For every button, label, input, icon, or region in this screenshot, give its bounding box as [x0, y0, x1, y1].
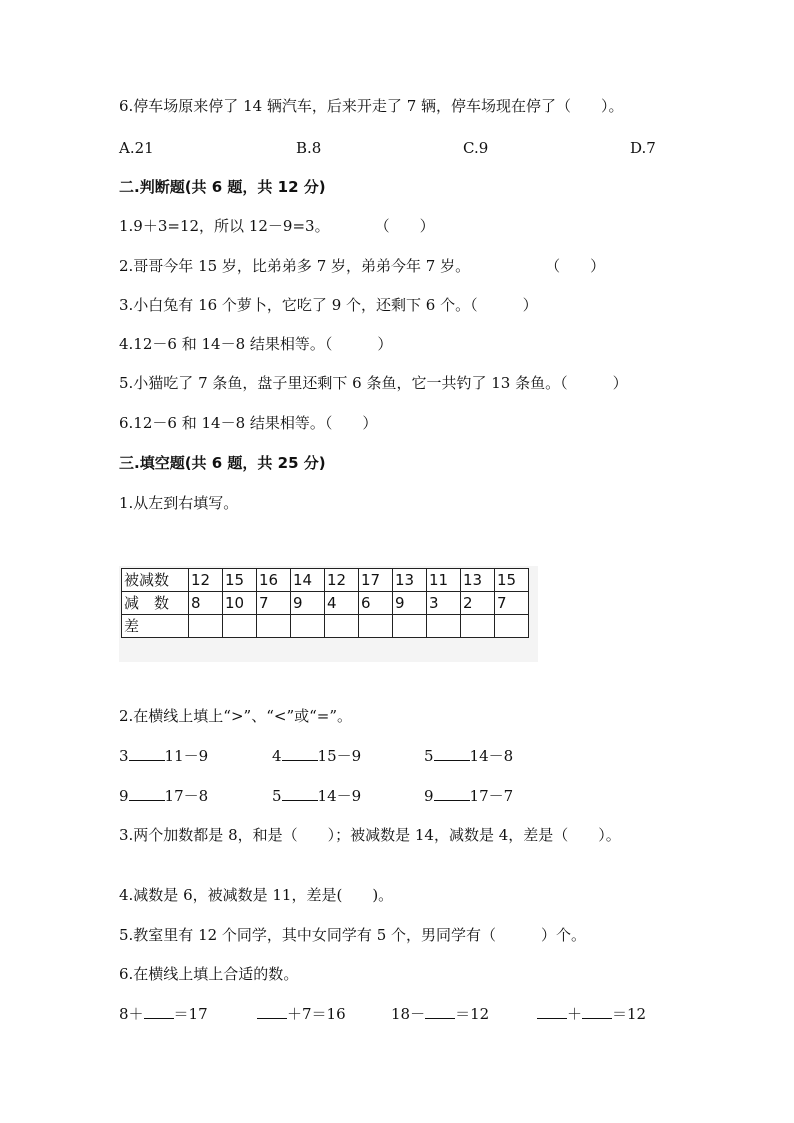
equation-part: ＋ — [567, 1005, 583, 1023]
difference-cell — [359, 615, 393, 638]
equation-part: ＝17 — [173, 1005, 208, 1023]
minuend-cell: 13 — [461, 569, 495, 592]
judge-item-5: 5.小猫吃了 7 条鱼，盘子里还剩下 6 条鱼，它一共钓了 13 条鱼。（ ） — [119, 374, 628, 392]
equation-3 — [391, 1004, 489, 1024]
equation-4 — [537, 1004, 646, 1024]
compare-left: 5 — [272, 787, 282, 805]
subtrahend-cell: 9 — [393, 592, 427, 615]
equation-part: 18－ — [391, 1005, 426, 1023]
compare-left: 5 — [424, 747, 434, 765]
compare-right: 17－8 — [164, 787, 209, 805]
compare-left: 9 — [424, 787, 434, 805]
answer-blank[interactable] — [425, 1004, 455, 1019]
subtrahend-cell: 2 — [461, 592, 495, 615]
subtrahend-cell: 4 — [325, 592, 359, 615]
minuend-cell: 14 — [291, 569, 325, 592]
answer-blank[interactable] — [582, 1004, 612, 1019]
equation-part: ＋7＝16 — [287, 1005, 346, 1023]
fill-question-5: 5.教室里有 12 个同学，其中女同学有 5 个，男同学有（ ）个。 — [119, 926, 587, 944]
fill-heading: 三.填空题(共 6 题，共 25 分) — [119, 454, 326, 472]
fill-question-3: 3.两个加数都是 8，和是（ ）；被减数是 14，减数是 4，差是（ ）。 — [119, 826, 621, 844]
minuend-cell: 15 — [223, 569, 257, 592]
compare-item — [272, 786, 361, 806]
answer-blank[interactable] — [257, 1004, 287, 1019]
answer-blank[interactable] — [434, 746, 470, 761]
judge-item-4: 4.12－6 和 14－8 结果相等。（ ） — [119, 335, 393, 353]
fill-question-6: 6.在横线上填上合适的数。 — [119, 965, 299, 983]
judge-item-1: 1.9＋3=12，所以 12－9=3。 （ ） — [119, 217, 435, 235]
difference-cell — [427, 615, 461, 638]
compare-right: 17－7 — [469, 787, 514, 805]
compare-left: 4 — [272, 747, 282, 765]
answer-blank[interactable] — [129, 786, 165, 801]
equation-2 — [257, 1004, 346, 1024]
judge-item-3: 3.小白兔有 16 个萝卜，它吃了 9 个，还剩下 6 个。（ ） — [119, 296, 538, 314]
option-b: B.8 — [296, 139, 322, 157]
fill-question-2: 2.在横线上填上“>”、“<”或“=”。 — [119, 707, 353, 725]
compare-item — [424, 746, 513, 766]
subtrahend-cell: 7 — [257, 592, 291, 615]
fill-question-4: 4.减数是 6，被减数是 11，差是( )。 — [119, 886, 394, 904]
compare-item — [424, 786, 513, 806]
subtraction-table-panel — [119, 566, 538, 662]
table-row-subtrahend — [122, 592, 529, 615]
minuend-cell: 17 — [359, 569, 393, 592]
equation-1 — [119, 1004, 208, 1024]
answer-blank[interactable] — [144, 1004, 174, 1019]
compare-right: 11－9 — [164, 747, 209, 765]
subtrahend-cell: 3 — [427, 592, 461, 615]
row-label-difference: 差 — [122, 615, 189, 638]
minuend-cell: 12 — [325, 569, 359, 592]
fill-question-1: 1.从左到右填写。 — [119, 494, 239, 512]
subtrahend-cell: 7 — [495, 592, 529, 615]
minuend-cell: 15 — [495, 569, 529, 592]
compare-left: 9 — [119, 787, 129, 805]
difference-cell — [393, 615, 427, 638]
answer-blank[interactable] — [129, 746, 165, 761]
compare-item — [119, 786, 208, 806]
row-label-subtrahend: 减 数 — [122, 592, 189, 615]
difference-cell — [325, 615, 359, 638]
minuend-cell: 12 — [189, 569, 223, 592]
subtrahend-cell: 6 — [359, 592, 393, 615]
subtrahend-cell: 8 — [189, 592, 223, 615]
minuend-cell: 13 — [393, 569, 427, 592]
compare-right: 15－9 — [317, 747, 362, 765]
difference-cell — [189, 615, 223, 638]
option-c: C.9 — [463, 139, 489, 157]
compare-right: 14－9 — [317, 787, 362, 805]
table-row-difference — [122, 615, 529, 638]
subtrahend-cell: 10 — [223, 592, 257, 615]
compare-item — [119, 746, 208, 766]
subtrahend-cell: 9 — [291, 592, 325, 615]
compare-right: 14－8 — [469, 747, 514, 765]
minuend-cell: 16 — [257, 569, 291, 592]
answer-blank[interactable] — [282, 746, 318, 761]
equation-part: ＝12 — [455, 1005, 490, 1023]
compare-item — [272, 746, 361, 766]
answer-blank[interactable] — [434, 786, 470, 801]
option-d: D.7 — [630, 139, 656, 157]
difference-cell — [291, 615, 325, 638]
difference-cell — [495, 615, 529, 638]
judge-item-2: 2.哥哥今年 15 岁，比弟弟多 7 岁，弟弟今年 7 岁。 （ ） — [119, 257, 606, 275]
equation-part: 8＋ — [119, 1005, 144, 1023]
answer-blank[interactable] — [282, 786, 318, 801]
answer-blank[interactable] — [537, 1004, 567, 1019]
table-row-minuend — [122, 569, 529, 592]
judge-heading: 二.判断题(共 6 题，共 12 分) — [119, 178, 326, 196]
difference-cell — [461, 615, 495, 638]
subtraction-table — [121, 568, 529, 638]
mc-question-6: 6.停车场原来停了 14 辆汽车，后来开走了 7 辆，停车场现在停了（ ）。 — [119, 97, 624, 115]
row-label-minuend: 被减数 — [122, 569, 189, 592]
option-a: A.21 — [119, 139, 154, 157]
difference-cell — [223, 615, 257, 638]
difference-cell — [257, 615, 291, 638]
judge-item-6: 6.12－6 和 14－8 结果相等。（ ） — [119, 414, 378, 432]
compare-left: 3 — [119, 747, 129, 765]
equation-part: ＝12 — [612, 1005, 647, 1023]
minuend-cell: 11 — [427, 569, 461, 592]
